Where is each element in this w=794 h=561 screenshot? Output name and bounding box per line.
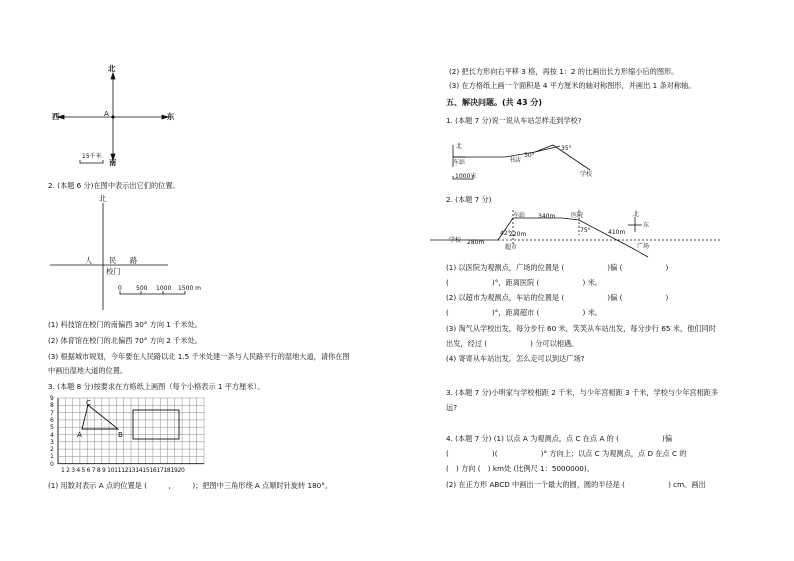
section-title: 五、解决问题。(共 43 分) <box>446 98 543 107</box>
p1-angle-30: 30° <box>524 152 535 159</box>
point-b: B <box>118 430 123 439</box>
grid-y-label: 2 <box>50 446 54 454</box>
compass1-south: 南 <box>109 158 117 167</box>
scale-1000: 1000 <box>156 285 172 292</box>
scale-500: 500 <box>136 285 148 292</box>
grid-y-label: 4 <box>50 431 54 439</box>
point-c: C <box>86 398 92 407</box>
q2-north-label: 北 <box>99 194 107 203</box>
p2-220m: 220m <box>509 231 527 238</box>
compass1-scale-label: 15千米 <box>82 153 102 160</box>
p2-hospital: 医院 <box>571 212 584 219</box>
compass1-north: 北 <box>108 64 116 73</box>
q2-item-2: (2) 体育馆在校门的北偏西 70° 方向 2 千米处。 <box>48 336 202 345</box>
p2-north: 北 <box>633 211 640 218</box>
p1-angle-35: 35° <box>561 145 572 152</box>
grid-y-label: 9 <box>50 395 54 402</box>
p2-340m: 340m <box>538 213 556 220</box>
q2-item-3: (3) 根据城市规划，今年要在人民路以北 1.5 千米处建一条与人民路平行的湿地大道，请你在图 <box>48 352 350 361</box>
p2-school: 学校 <box>449 237 462 244</box>
p2-line-4: ( )°，距离超市 ( ) 米。 <box>446 308 602 317</box>
point-a: A <box>77 430 82 439</box>
q2-heading: 2. (本题 6 分)在图中表示出它们的位置。 <box>48 181 180 190</box>
q2-scale-bar <box>120 291 185 294</box>
q2-item-3-cont: 中画出湿地大道的位置。 <box>48 366 128 375</box>
q2-item-1: (1) 科技馆在校门的南偏西 30° 方向 1 千米处。 <box>48 320 202 329</box>
grid-y-label: 3 <box>50 438 54 446</box>
gate-label: 校门 <box>106 267 121 276</box>
p2-square: 广场 <box>637 243 650 250</box>
p2-42deg: 42° <box>500 230 511 237</box>
p2-75deg: 75° <box>580 227 591 234</box>
p1-heading: 1. (本题 7 分)说一说从车站怎样走到学校? <box>446 116 582 125</box>
q3-sub1: (1) 用数对表示 A 点的位置是 ( , )；把图中三角形绕 A 点顺时针旋转 180°。 <box>48 481 333 490</box>
p4-line-1: 4. (本题 7 分) (1) 以点 A 为观测点，点 C 在点 A 的 ( )偏 <box>446 434 673 443</box>
grid-y-label: 5 <box>50 424 54 432</box>
p3-line-2: 远? <box>446 403 458 412</box>
road-char-1: 人 <box>85 256 93 265</box>
p2-supermarket: 超市 <box>505 244 518 251</box>
point-a-dot <box>112 116 114 118</box>
p4-line-3: ( ) 方向 ( ) km处 (比例尺 1：5000000)。 <box>446 464 594 473</box>
p2-line-5: (3) 淘气从学校出发，每分步行 60 米，笑笑从车站出发，每分步行 65 米，他们同时 <box>446 324 716 333</box>
grid-y-label: 8 <box>50 402 54 410</box>
q3-shapes <box>82 405 179 439</box>
p2-east: 东 <box>643 222 650 229</box>
compass1-east: 东 <box>167 112 175 121</box>
p2-line-2: ( )°，距离医院 ( ) 米。 <box>446 278 602 287</box>
q3-sub3: (3) 在方格纸上画一个面积是 4 平方厘米的轴对称图形，并画出 1 条对称轴。 <box>449 81 696 90</box>
road-char-2: 民 <box>109 256 117 265</box>
p3-line-1: 3. (本题 7 分)小明家与学校相距 2 千米，与少年宫相距 3 千米，学校与少年宫相距多 <box>446 388 719 397</box>
q3-x-labels: 1 2 3 4 5 6 7 8 9 1011121314151617181920 <box>61 467 185 474</box>
p1-school: 学校 <box>580 171 593 178</box>
p1-station: 车站 <box>453 159 466 166</box>
q3-sub2: (2) 把长方形向右平移 3 格，再按 1：2 的比画出长方形缩小后的图形。 <box>449 67 679 76</box>
p2-station: 车站 <box>513 212 526 219</box>
scale-1500: 1500 m <box>178 285 202 292</box>
p2-heading: 2. (本题 7 分) <box>446 195 492 204</box>
road-char-3: 路 <box>130 256 138 265</box>
p1-north: 北 <box>456 143 463 150</box>
scale-0: 0 <box>118 285 122 292</box>
p2-line-3: (2) 以超市为观测点，车站的位置是 ( )偏 ( ) <box>446 293 669 302</box>
p2-280m: 280m <box>467 239 485 246</box>
grid-y-label: 1 <box>50 453 54 461</box>
p4-line-2: ( )( )° 方向上；以点 C 为观测点，点 D 在点 C 的 <box>446 449 687 458</box>
p2-410m: 410m <box>608 229 626 236</box>
compass-diagram-1 <box>58 73 168 163</box>
p1-bookstore: 书店 <box>509 157 522 164</box>
compass1-point-a: A <box>104 109 109 118</box>
grid-y-label: 6 <box>50 416 54 424</box>
grid-y-label: 0 <box>50 460 54 468</box>
compass1-west: 西 <box>52 112 60 121</box>
p2-line-1: (1) 以医院为观测点，广场的位置是 ( )偏 ( ) <box>446 263 669 272</box>
p1-scale: 1000米 <box>455 173 477 180</box>
p4-line-4: (2) 在正方形 ABCD 中画出一个最大的圆，圆的半径是 ( ) cm。画出 <box>446 480 706 489</box>
q3-heading: 3. (本题 8 分)按要求在方格纸上画图（每个小格表示 1 平方厘米）。 <box>48 382 265 391</box>
p2-line-7: (4) 寄寄从车站出发，怎么走可以到达广场? <box>446 354 585 363</box>
p2-line-6: 出发，经过 ( ) 分可以相遇。 <box>446 339 579 348</box>
grid-y-label: 7 <box>50 409 54 417</box>
